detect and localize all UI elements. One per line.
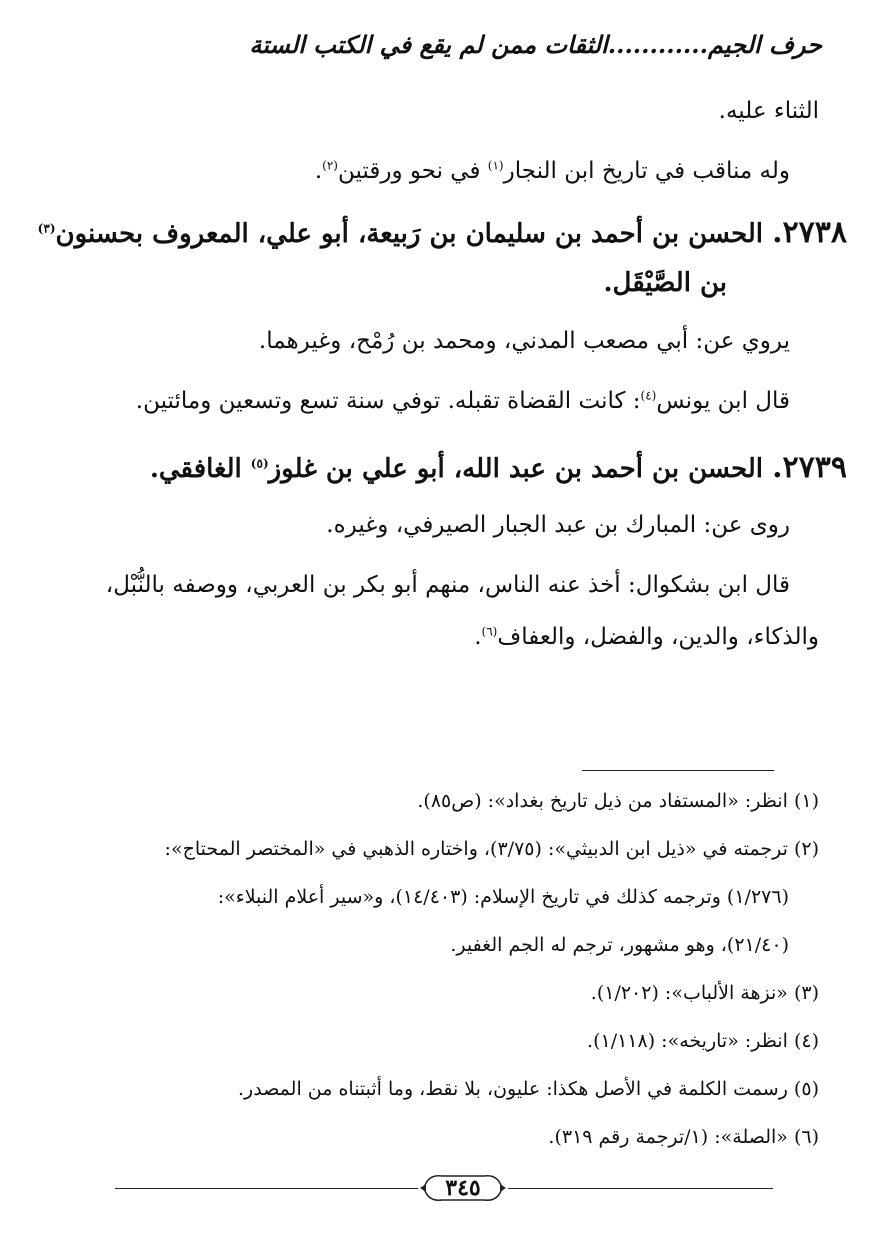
header-separator: ............ <box>607 30 708 59</box>
body-line-4 <box>136 388 790 414</box>
body-line-4-end: : كانت القضاة تقبله. توفي سنة تسع وتسعين ومائتين. <box>135 388 641 414</box>
footnote-ref-6: (٦) <box>481 624 498 639</box>
body-line-2-mid: في نحو ورقتين <box>337 158 488 184</box>
running-header <box>249 30 822 59</box>
footnote-6: (٦) «الصلة»: (١/ترجمة رقم ٣١٩). <box>548 1126 819 1148</box>
footnote-5: (٥) رسمت الكلمة في الأصل هكذا: عليون، بلا نقط، وما أثبتناه من المصدر. <box>238 1078 819 1100</box>
page-number: ٣٤٥ <box>445 1175 481 1201</box>
entry-2739-name-end: الغافقي. <box>149 454 251 484</box>
footnote-separator <box>582 770 774 771</box>
body-line-4-start: قال ابن يونس <box>656 388 790 414</box>
body-line-2-text: وله مناقب في تاريخ ابن النجار <box>503 158 790 184</box>
bottom-rule-left <box>115 1188 418 1189</box>
entry-2739-number: ٢٧٣٩. <box>772 450 847 485</box>
footnote-ref-5: (٥) <box>250 456 269 471</box>
body-line-6: قال ابن بشكوال: أخذ عنه الناس، منهم أبو بكر بن العربي، ووصفه بالنُّبْل، <box>105 572 790 598</box>
footnote-4: (٤) انظر: «تاريخه»: (١/١١٨). <box>587 1030 819 1052</box>
header-chapter-title: حرف الجيم <box>708 30 822 59</box>
footnote-3: (٣) «نزهة الألباب»: (١/٢٠٢). <box>590 982 819 1004</box>
footnote-1: (١) انظر: «المستفاد من ذيل تاريخ بغداد»: (ص٨٥). <box>417 790 819 812</box>
body-line-1: الثناء عليه. <box>718 98 819 124</box>
footnote-ref-1: (١) <box>487 158 504 173</box>
entry-2739-name: الحسن بن أحمد بن عبد الله، أبو علي بن غلوز <box>268 454 764 484</box>
body-line-2-end: . <box>314 158 323 184</box>
footnote-ref-4: (٤) <box>640 388 657 403</box>
body-line-7-start: والذكاء، والدين، والفضل، والعفاف <box>497 624 819 650</box>
footnote-2-line-2: (١/٢٧٦) وترجمه كذلك في تاريخ الإسلام: (١٤/٤٠٣)، و«سير أعلام النبلاء»: <box>217 886 789 908</box>
footnote-ref-3: (٣) <box>37 221 56 236</box>
bottom-rule-right <box>508 1188 773 1189</box>
footnote-2-line-1: (٢) ترجمته في «ذيل ابن الدبيثي»: (٣/٧٥)، واختاره الذهبي في «المختصر المحتاج»: <box>164 838 819 860</box>
footnote-ref-2: (٢) <box>322 158 338 173</box>
body-line-5: روى عن: المبارك بن عبد الجبار الصيرفي، وغيره. <box>326 512 790 538</box>
entry-2738-name-cont: بن الصَّيْقَل. <box>603 268 727 298</box>
body-line-3: يروي عن: أبي مصعب المدني، ومحمد بن رُمْح، وغيرهما. <box>258 328 790 354</box>
header-book-title: الثقات ممن لم يقع في الكتب الستة <box>249 30 608 59</box>
body-line-7 <box>474 624 819 650</box>
entry-2738-heading <box>38 215 847 250</box>
page-number-frame <box>418 1170 508 1206</box>
entry-2738-number: ٢٧٣٨. <box>772 215 847 250</box>
body-line-7-end: . <box>474 624 482 650</box>
entry-2739-heading <box>150 450 847 485</box>
entry-2738-name: الحسن بن أحمد بن سليمان بن رَبيعة، أبو علي، المعروف بحسنون <box>55 219 764 249</box>
body-line-2 <box>315 158 790 184</box>
footnote-2-line-3: (٢١/٤٠)، وهو مشهور، ترجم له الجم الغفير. <box>450 934 789 956</box>
